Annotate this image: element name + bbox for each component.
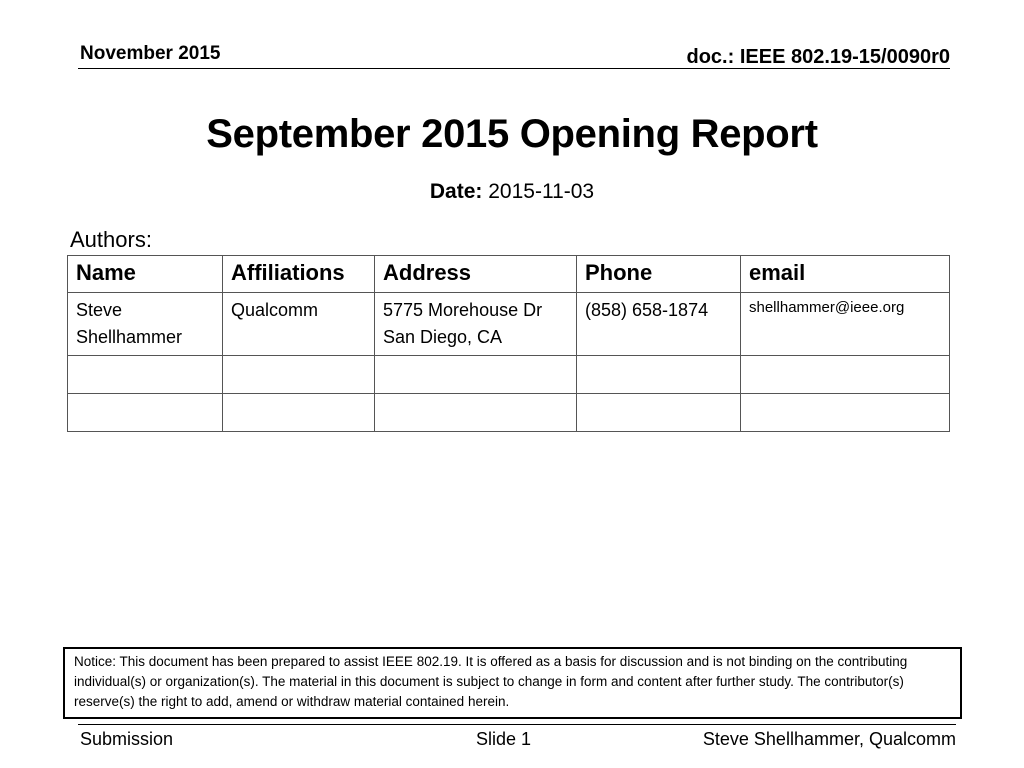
header-date: November 2015 [80,43,221,64]
footer-slide-number: Slide 1 [476,729,532,749]
name-first: Steve [76,300,123,320]
name-last: Shellhammer [76,327,183,347]
date-line [0,180,1024,204]
authors-label: Authors: [70,227,152,252]
address-line-1: 5775 Morehouse Dr [383,300,543,320]
empty-cell [223,394,375,432]
notice-box: Notice: This document has been prepared to assist IEEE 802.19. It is offered as a basis for discussion and is not binding on the contributing individual(s) or organization(s). The material in this document is subject to change in form and content after further study. The contributor(s) reserve(s) the right to add, amend or withdraw material contained herein. [63,647,962,719]
empty-cell [577,394,741,432]
cell-name [68,293,223,356]
table-header-row [68,256,950,293]
cell-address [375,293,577,356]
column-header-affiliations: Affiliations [223,256,375,293]
column-header-email: email [741,256,950,293]
footer-rule [78,724,956,725]
column-header-address: Address [375,256,577,293]
cell-phone: (858) 658-1874 [577,293,741,356]
column-header-phone: Phone [577,256,741,293]
footer-submission: Submission [80,729,174,749]
empty-cell [375,394,577,432]
cell-email: shellhammer@ieee.org [741,293,950,356]
column-header-name: Name [68,256,223,293]
table-row [68,293,950,356]
slide-title: September 2015 Opening Report [206,112,818,156]
header-rule [78,68,950,69]
table-row-empty [68,356,950,394]
empty-cell [223,356,375,394]
table-row-empty [68,394,950,432]
empty-cell [577,356,741,394]
header-doc-id: doc.: IEEE 802.19-15/0090r0 [686,46,950,68]
empty-cell [68,356,223,394]
empty-cell [375,356,577,394]
empty-cell [68,394,223,432]
footer-author: Steve Shellhammer, Qualcomm [702,729,956,749]
date-label: Date: [429,180,483,203]
empty-cell [741,356,950,394]
empty-cell [741,394,950,432]
cell-affiliation: Qualcomm [223,293,375,356]
date-value: 2015-11-03 [482,180,595,203]
address-line-2: San Diego, CA [383,327,503,347]
authors-table [67,255,950,432]
